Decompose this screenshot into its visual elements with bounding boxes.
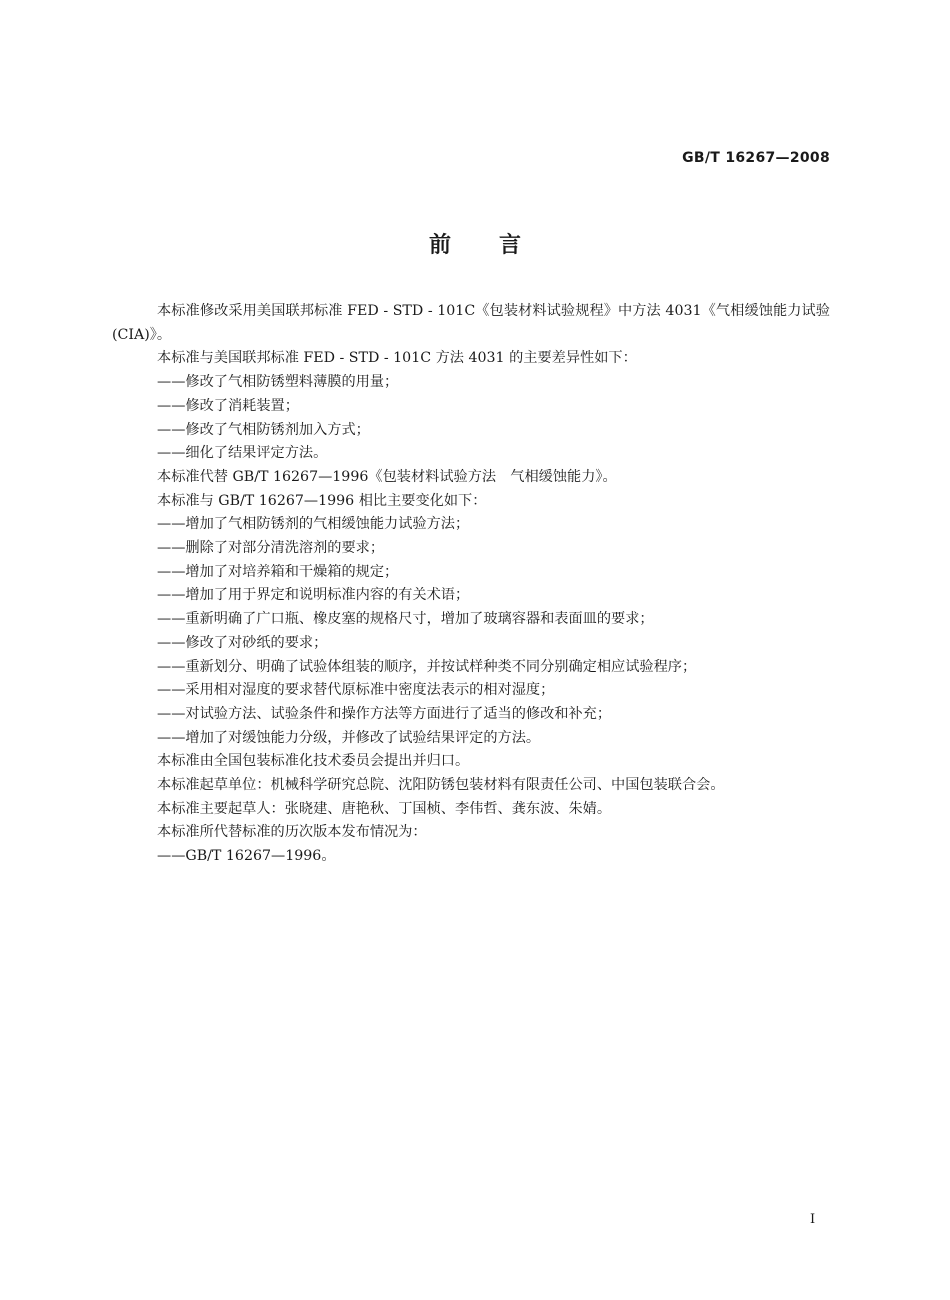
paragraph-drafters: 本标准主要起草人：张晓建、唐艳秋、丁国桢、李伟哲、龚东波、朱婧。 <box>157 800 612 817</box>
list-item: ——对试验方法、试验条件和操作方法等方面进行了适当的修改和补充； <box>157 705 612 722</box>
list-item: ——修改了消耗装置； <box>157 397 299 414</box>
list-item: ——修改了气相防锈剂加入方式； <box>157 421 370 438</box>
list-item: ——增加了气相防锈剂的气相缓蚀能力试验方法； <box>157 516 470 533</box>
paragraph-adoption: 本标准修改采用美国联邦标准 FED - STD - 101C《包装材料试验规程》中方法 4031《气相缓蚀能力试验(CIA)》。 <box>112 303 830 343</box>
page-title: 前言 <box>428 232 569 258</box>
list-item: ——增加了对缓蚀能力分级，并修改了试验结果评定的方法。 <box>157 729 541 746</box>
list-item: ——增加了对培养箱和干燥箱的规定； <box>157 563 399 580</box>
paragraph-drafting-units: 本标准起草单位：机械科学研究总院、沈阳防锈包装材料有限责任公司、中国包装联合会。 <box>157 777 725 794</box>
paragraph-history-intro: 本标准所代替标准的历次版本发布情况为： <box>157 824 427 841</box>
list-item: ——重新划分、明确了试验体组装的顺序，并按试样种类不同分别确定相应试验程序； <box>157 658 697 675</box>
list-item: ——修改了气相防锈塑料薄膜的用量； <box>157 374 399 391</box>
list-item: ——修改了对砂纸的要求； <box>157 634 328 651</box>
list-item: ——增加了用于界定和说明标准内容的有关术语； <box>157 587 470 604</box>
page-number: I <box>810 1212 816 1227</box>
paragraph-proposer: 本标准由全国包装标准化技术委员会提出并归口。 <box>157 753 470 770</box>
standard-code: GB/T 16267—2008 <box>682 150 830 166</box>
list-item: ——删除了对部分清洗溶剂的要求； <box>157 540 385 557</box>
list-item: ——重新明确了广口瓶、橡皮塞的规格尺寸，增加了玻璃容器和表面皿的要求； <box>157 611 654 628</box>
list-item: ——采用相对湿度的要求替代原标准中密度法表示的相对湿度； <box>157 682 555 699</box>
list-item: ——GB/T 16267—1996。 <box>157 848 336 865</box>
paragraph-differences-intro: 本标准与美国联邦标准 FED - STD - 101C 方法 4031 的主要差异性如下： <box>157 350 637 367</box>
foreword-body <box>112 300 830 869</box>
paragraph-replaces: 本标准代替 GB/T 16267—1996《包装材料试验方法 气相缓蚀能力》。 <box>157 468 617 485</box>
list-item: ——细化了结果评定方法。 <box>157 445 328 462</box>
paragraph-changes-intro: 本标准与 GB/T 16267—1996 相比主要变化如下： <box>157 492 487 509</box>
